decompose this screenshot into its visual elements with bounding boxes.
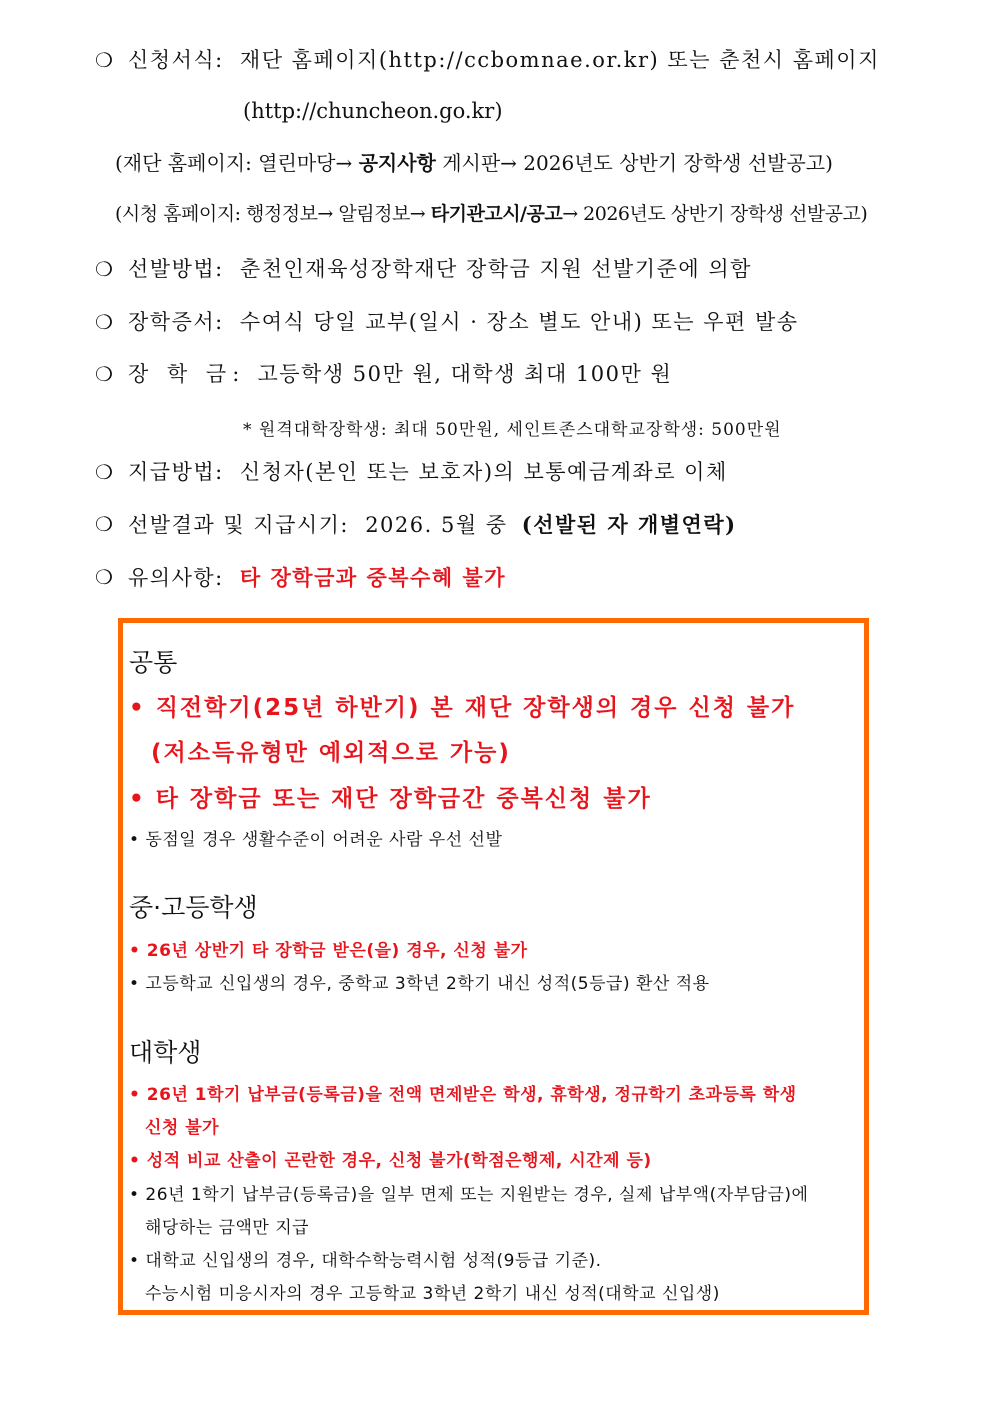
university-red-line-2: • 성적 비교 산출이 곤란한 경우, 신청 불가(학점은행제, 시간제 등) [129,1151,652,1171]
section-heading-high-school: 중·고등학생 [129,893,258,922]
common-normal-line: • 동점일 경우 생활수준이 어려운 사람 우선 선발 [129,830,503,850]
university-normal-line-2b: 수능시험 미응시자의 경우 고등학교 3학년 2학기 내신 성적(대학교 신입생) [145,1284,720,1304]
item-red-text: 타 장학금과 중복수혜 불가 [239,565,507,590]
university-red-line-1: • 26년 1학기 납부금(등록금)을 전액 면제받은 학생, 휴학생, 정규학기 초과등록 학생 [129,1085,797,1105]
circle-bullet-icon: ❍ [95,460,113,484]
item-text: 수여식 당일 교부(일시 · 장소 별도 안내) 또는 우편 발송 [239,310,799,334]
item-label: 장학증서: [128,310,224,334]
city-path: (시청 홈페이지: 행정정보→ 알림정보→ 타기관고시/공고→ 2026년도 상반기 장학생 선발공고) [115,203,868,225]
section-heading-university: 대학생 [129,1038,202,1067]
item-text: 신청자(본인 또는 보호자)의 보통예금계좌로 이체 [239,460,728,484]
common-red-line-1: • 직전학기(25년 하반기) 본 재단 장학생의 경우 신청 불가 [129,695,796,721]
foundation-path: (재단 홈페이지: 열린마당→ 공지사항 게시판→ 2026년도 상반기 장학생 선발공고) [115,151,833,175]
circle-bullet-icon: ❍ [95,48,113,72]
circle-bullet-icon: ❍ [95,512,113,536]
section-heading-common: 공통 [129,648,178,677]
item-text: 춘천인재육성장학재단 장학금 지원 선발기준에 의함 [239,257,752,281]
item-label: 유의사항: [128,566,224,590]
circle-bullet-icon: ❍ [95,257,113,281]
item-label: 지급방법: [128,460,224,484]
item-text: 고등학생 50만 원, 대학생 최대 100만 원 [257,362,673,386]
circle-bullet-icon: ❍ [95,565,113,589]
common-red-line-1b: (저소득유형만 예외적으로 가능) [151,740,511,766]
notice-box [118,618,869,1315]
item-label: 신청서식: [128,48,224,72]
university-normal-line-1: • 26년 1학기 납부금(등록금)을 일부 면제 또는 지원받는 경우, 실제 납부액(자부담금)에 [129,1185,809,1205]
item-text: 2026. 5월 중 [365,513,508,537]
university-normal-line-1b: 해당하는 금액만 지급 [145,1218,310,1238]
item-label: 선발결과 및 지급시기: [128,513,349,537]
item-bold-text: (선발된 자 개별연락) [521,512,737,537]
high-school-red-line: • 26년 상반기 타 장학금 받은(을) 경우, 신청 불가 [129,941,528,961]
high-school-normal-line: • 고등학교 신입생의 경우, 중학교 3학년 2학기 내신 성적(5등급) 환산 적용 [129,974,710,994]
city-url: (http://chuncheon.go.kr) [243,99,503,123]
university-red-line-1b: 신청 불가 [145,1118,220,1138]
item-label: 장 학 금: [128,362,246,386]
item-label: 선발방법: [128,257,224,281]
common-red-line-2: • 타 장학금 또는 재단 장학금간 중복신청 불가 [129,786,652,812]
circle-bullet-icon: ❍ [95,310,113,334]
university-normal-line-2: • 대학교 신입생의 경우, 대학수학능력시험 성적(9등급 기준). [129,1251,602,1271]
item-text: 재단 홈페이지(http://ccbomnae.or.kr) 또는 춘천시 홈페이지 [239,48,880,72]
scholarship-note: * 원격대학장학생: 최대 50만원, 세인트존스대학교장학생: 500만원 [243,420,782,440]
circle-bullet-icon: ❍ [95,362,113,386]
